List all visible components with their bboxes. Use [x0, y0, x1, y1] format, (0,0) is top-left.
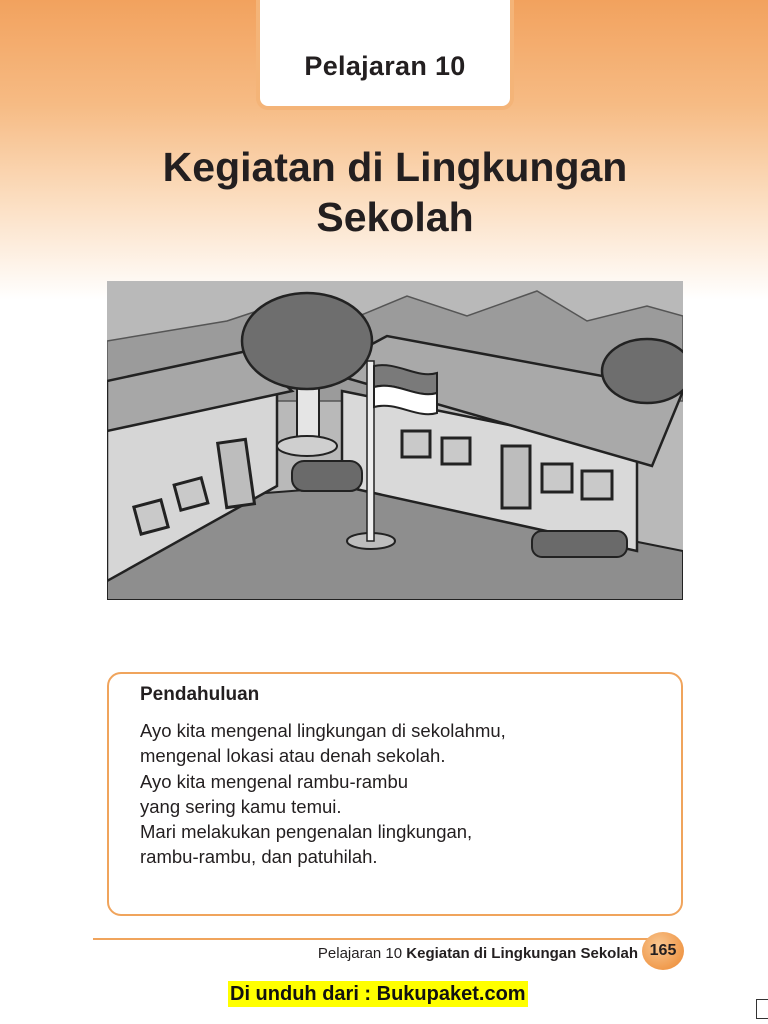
introduction-line: Ayo kita mengenal lingkungan di sekolahmu,	[140, 720, 506, 741]
chapter-title	[0, 142, 768, 242]
footer-lesson-title: Kegiatan di Lingkungan Sekolah	[406, 945, 638, 962]
corner-mark	[756, 999, 768, 1019]
page-number: 165	[649, 942, 677, 959]
lesson-number-box	[256, 0, 514, 110]
introduction-line: rambu-rambu, dan patuhilah.	[140, 846, 378, 868]
chapter-title-line-2: Sekolah	[316, 194, 474, 240]
footer-lesson-prefix: Pelajaran 10	[317, 945, 403, 962]
introduction-line: Ayo kita mengenal rambu-rambu	[140, 770, 409, 792]
introduction-line: yang sering kamu temui.	[140, 795, 342, 817]
chapter-title-line-1: Kegiatan di Lingkungan	[162, 144, 628, 190]
footer-divider	[93, 938, 651, 940]
lesson-label: Pelajaran 10	[304, 51, 466, 81]
introduction-heading: Pendahuluan	[140, 684, 260, 705]
page-number-badge	[642, 932, 684, 970]
running-footer	[318, 945, 638, 962]
introduction-line: Mari melakukan pengenalan lingkungan,	[140, 821, 473, 843]
introduction-line: mengenal lokasi atau denah sekolah.	[140, 745, 446, 767]
school-illustration	[107, 281, 683, 600]
download-source-notice[interactable]: Di unduh dari : Bukupaket.com	[230, 983, 526, 1005]
introduction-box	[107, 672, 683, 916]
